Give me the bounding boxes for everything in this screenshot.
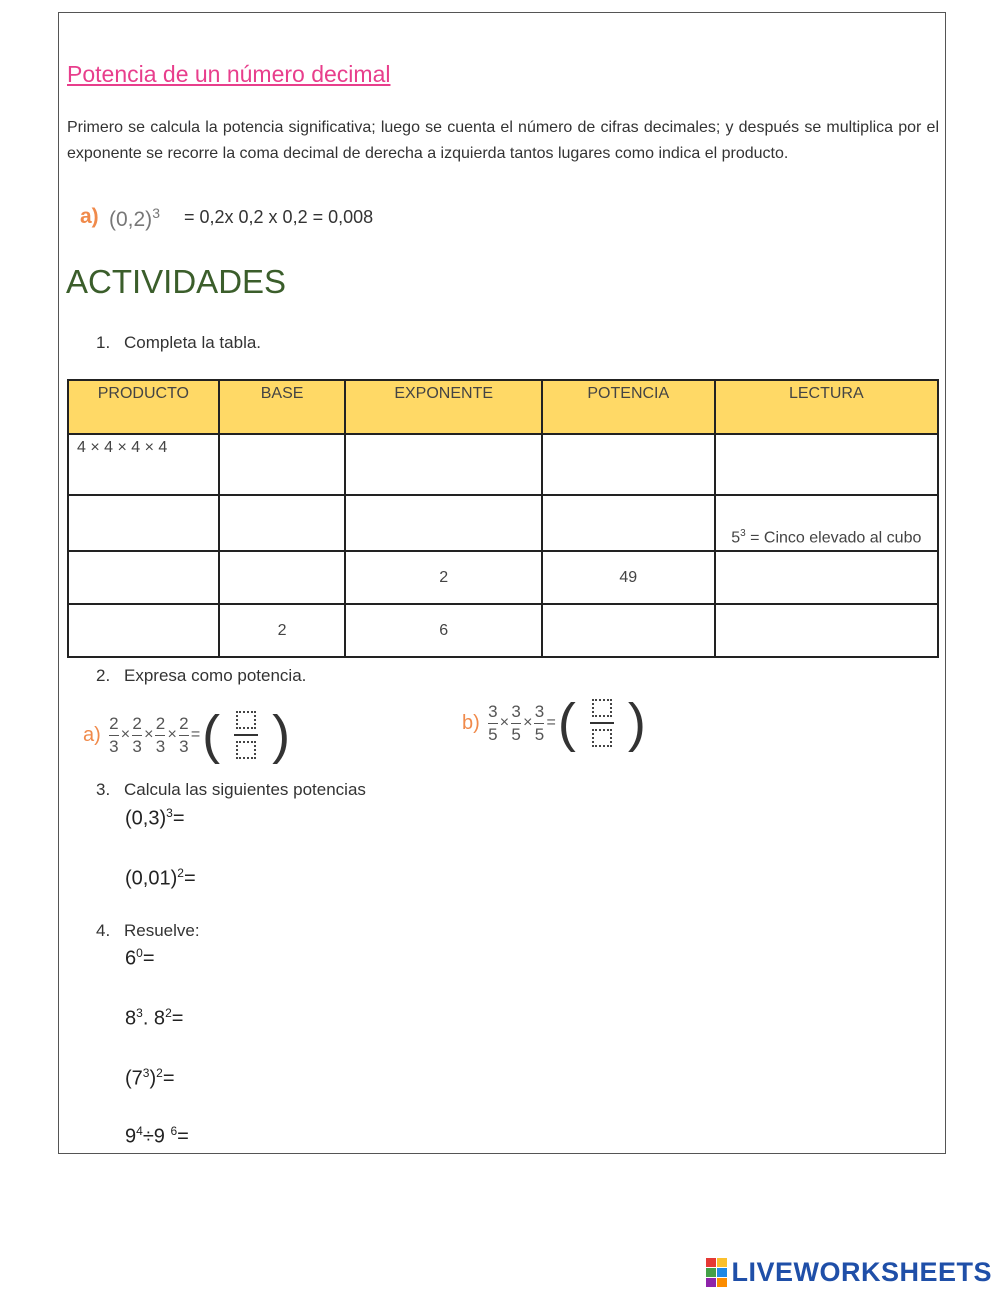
- fraction: $\frac{3}{5}$: [511, 701, 521, 744]
- question-text: Calcula las siguientes potencias: [124, 780, 366, 799]
- answer-fraction-box[interactable]: [234, 711, 258, 759]
- powers-table: [67, 379, 939, 658]
- cell-producto: 4 × 4 × 4 × 4: [68, 434, 219, 495]
- fraction: $\frac{3}{5}$: [534, 701, 545, 744]
- header-lectura: LECTURA: [715, 380, 938, 434]
- expression-a: a) $\frac{2}{3}$ × $\frac{2}{3}$ × $\frac{2}{3}$ × $\frac{2}{3}$ = ( ): [83, 705, 291, 765]
- header-exponente: EXPONENTE: [345, 380, 542, 434]
- solve-line-1[interactable]: $6^0=$: [125, 946, 155, 970]
- example-base: (0,2): [109, 208, 153, 231]
- cell-potencia: 49: [542, 551, 715, 604]
- expression-b-label: b): [462, 711, 480, 734]
- question-number: 3.: [96, 780, 111, 799]
- solve-line-4[interactable]: $9^4\div 9$ $^6$=: [125, 1124, 189, 1148]
- header-base: BASE: [219, 380, 346, 434]
- lectura-text: = Cinco elevado al cubo: [745, 529, 922, 546]
- expression-a-label: a): [83, 723, 101, 746]
- answer-cell-potencia[interactable]: [542, 604, 715, 657]
- numerator-box[interactable]: [236, 711, 256, 729]
- cell-exponente: 2: [345, 551, 542, 604]
- fraction: $\frac{2}{3}$: [109, 713, 119, 756]
- logo-grid-icon: [706, 1258, 727, 1287]
- example-result: = 0,2x 0,2 x 0,2 = 0,008: [184, 207, 374, 227]
- answer-cell-lectura[interactable]: [715, 604, 938, 657]
- fraction: $\frac{2}{3}$: [155, 713, 166, 756]
- answer-cell-base[interactable]: [219, 495, 346, 551]
- lectura-exponent: 3: [740, 527, 746, 539]
- cell-exponente: 6: [345, 604, 542, 657]
- table-header-row: [68, 380, 938, 434]
- question-text: Expresa como potencia.: [124, 666, 307, 685]
- logo-text: LIVEWORKSHEETS: [731, 1257, 992, 1287]
- question-1: [96, 333, 261, 353]
- fraction: $\frac{3}{5}$: [488, 701, 498, 744]
- answer-cell-potencia[interactable]: [542, 434, 715, 495]
- close-paren: ): [627, 693, 646, 753]
- answer-cell-producto[interactable]: [68, 604, 219, 657]
- example-exponent: 3: [152, 205, 160, 221]
- open-paren: (: [557, 693, 576, 753]
- header-potencia: POTENCIA: [542, 380, 715, 434]
- question-number: 1.: [96, 333, 111, 352]
- question-text: Resuelve:: [124, 921, 200, 940]
- fraction: $\frac{2}{3}$: [179, 713, 189, 756]
- close-paren: ): [272, 705, 291, 765]
- answer-cell-base[interactable]: [219, 434, 346, 495]
- answer-cell-exponente[interactable]: [345, 434, 542, 495]
- solve-line-3[interactable]: $(7^3)^2=$: [125, 1066, 175, 1090]
- intro-paragraph: Primero se calcula la potencia significativa; luego se cuenta el número de cifras decimales; y después se multiplica por el exponente se recorre la coma decimal de derecha a izquierda tantos lugares como indica el producto.: [67, 119, 939, 162]
- table-row: [68, 495, 938, 551]
- answer-cell-lectura[interactable]: [715, 434, 938, 495]
- answer-fraction-box[interactable]: [590, 699, 614, 747]
- question-2: [96, 666, 306, 686]
- expression-b: b) $\frac{3}{5}$ × $\frac{3}{5}$ × $\frac{3}{5}$ = ( ): [462, 693, 646, 753]
- answer-cell-producto[interactable]: [68, 495, 219, 551]
- cell-lectura: [715, 495, 938, 551]
- solve-line-2[interactable]: $8^3$. $8^2=$: [125, 1006, 184, 1030]
- example-label: a): [80, 205, 99, 228]
- cell-base: 2: [219, 604, 346, 657]
- fraction: $\frac{2}{3}$: [132, 713, 142, 756]
- lectura-base: 5: [731, 529, 741, 546]
- table-row: [68, 604, 938, 657]
- question-4: [96, 921, 200, 941]
- answer-cell-producto[interactable]: [68, 551, 219, 604]
- open-paren: (: [202, 705, 221, 765]
- header-producto: PRODUCTO: [68, 380, 219, 434]
- table-row: [68, 551, 938, 604]
- example-power: [109, 205, 160, 232]
- calc-line-1[interactable]: $(0,3)^3=$: [125, 806, 185, 830]
- question-number: 2.: [96, 666, 111, 685]
- numerator-box[interactable]: [592, 699, 612, 717]
- question-text: Completa la tabla.: [124, 333, 262, 352]
- table-row: [68, 434, 938, 495]
- answer-cell-potencia[interactable]: [542, 495, 715, 551]
- answer-cell-lectura[interactable]: [715, 551, 938, 604]
- liveworksheets-logo: [706, 1257, 992, 1288]
- answer-cell-base[interactable]: [219, 551, 346, 604]
- question-3: [96, 780, 366, 800]
- section-title: Potencia de un número decimal: [67, 61, 391, 87]
- question-number: 4.: [96, 921, 111, 940]
- answer-cell-exponente[interactable]: [345, 495, 542, 551]
- activities-title: ACTIVIDADES: [66, 263, 287, 300]
- denominator-box[interactable]: [236, 741, 256, 759]
- calc-line-2[interactable]: $(0,01)^2=$: [125, 866, 196, 890]
- denominator-box[interactable]: [592, 729, 612, 747]
